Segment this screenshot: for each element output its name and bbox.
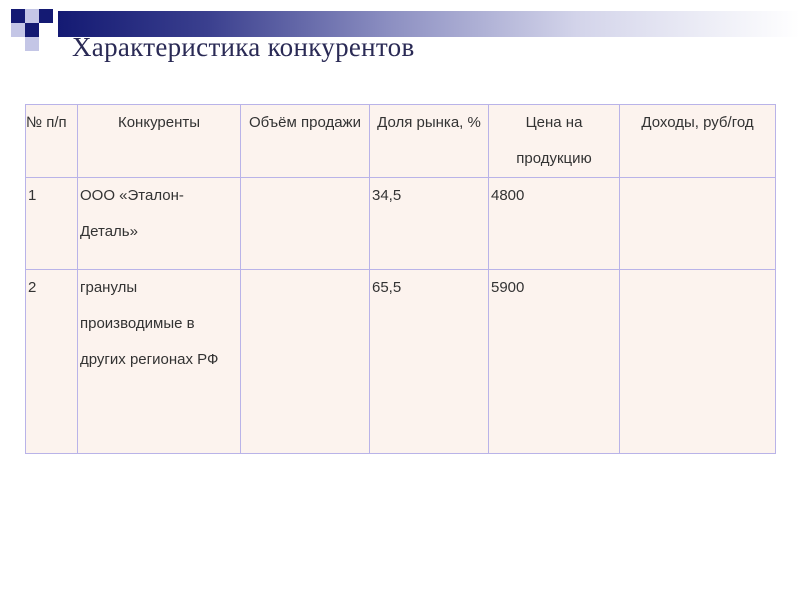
cell-income	[620, 178, 776, 270]
decor-square	[11, 9, 25, 23]
cell-competitor: ООО «Эталон-Деталь»	[78, 178, 241, 270]
decor-square	[39, 9, 53, 23]
decor-square	[25, 23, 39, 37]
competitors-table	[25, 104, 776, 454]
cell-price: 5900	[489, 270, 620, 454]
cell-income	[620, 270, 776, 454]
header-cell-sales-volume: Объём продажи	[241, 105, 370, 178]
table-row	[26, 270, 776, 454]
header-cell-competitors: Конкуренты	[78, 105, 241, 178]
cell-number: 2	[26, 270, 78, 454]
header-cell-market-share: Доля рынка, %	[370, 105, 489, 178]
cell-competitor: гранулы производимые в других регионах РФ	[78, 270, 241, 454]
cell-sales-volume	[241, 270, 370, 454]
table-header-row	[26, 105, 776, 178]
slide-title: Характеристика конкурентов	[72, 32, 415, 62]
decor-square	[25, 9, 39, 23]
cell-price: 4800	[489, 178, 620, 270]
table-row	[26, 178, 776, 270]
header-cell-price: Цена на продукцию	[489, 105, 620, 178]
cell-sales-volume	[241, 178, 370, 270]
cell-market-share: 34,5	[370, 178, 489, 270]
decor-square	[11, 23, 25, 37]
cell-number: 1	[26, 178, 78, 270]
header-cell-income: Доходы, руб/год	[620, 105, 776, 178]
decor-square	[25, 37, 39, 51]
cell-market-share: 65,5	[370, 270, 489, 454]
header-cell-number: № п/п	[26, 105, 78, 178]
